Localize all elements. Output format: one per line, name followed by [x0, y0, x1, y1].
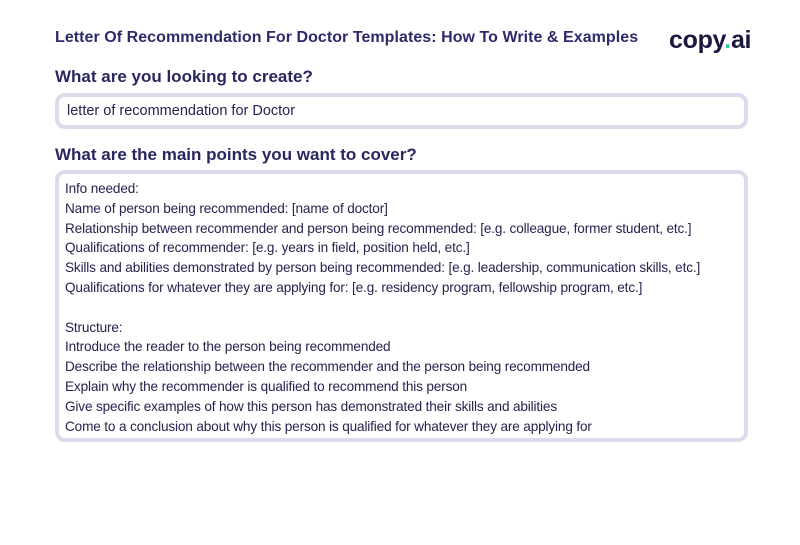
logo-dot: .	[724, 26, 731, 54]
points-line: Explain why the recommender is qualified to recommend this person	[65, 378, 468, 394]
create-input[interactable]	[55, 93, 748, 129]
create-input-value[interactable]: letter of recommendation for Doctor	[67, 103, 296, 119]
points-line: Qualifications of recommender: [e.g. years in field, position held, etc.]	[65, 240, 470, 256]
points-line: Relationship between recommender and person being recommended: [e.g. colleague, former student, etc.]	[65, 220, 692, 236]
points-line: Give specific examples of how this person has demonstrated their skills and abilities	[65, 398, 557, 414]
points-line: Introduce the reader to the person being recommended	[65, 339, 391, 355]
points-line: Come to a conclusion about why this person is qualified for whatever they are applying for	[65, 418, 592, 434]
points-line: Describe the relationship between the recommender and the person being recommended	[65, 359, 590, 375]
copy-ai-logo	[669, 26, 751, 55]
logo-suffix: ai	[730, 26, 752, 54]
points-textarea[interactable]	[55, 170, 748, 442]
points-line: Skills and abilities demonstrated by person being recommended: [e.g. leadership, communication skills, etc.]	[65, 260, 701, 276]
points-question-label: What are the main points you want to cover?	[55, 145, 417, 164]
points-line: Structure:	[65, 319, 123, 335]
create-question-label: What are you looking to create?	[55, 67, 313, 86]
points-line: Name of person being recommended: [name of doctor]	[65, 200, 388, 216]
points-line	[65, 298, 744, 318]
points-lines	[59, 174, 744, 436]
page-title: Letter Of Recommendation For Doctor Templates: How To Write & Examples	[55, 29, 639, 46]
points-line: Qualifications for whatever they are applying for: [e.g. residency program, fellowship program, etc.]	[65, 279, 643, 295]
points-line: Info needed:	[65, 181, 139, 196]
logo-main: copy	[669, 26, 725, 54]
